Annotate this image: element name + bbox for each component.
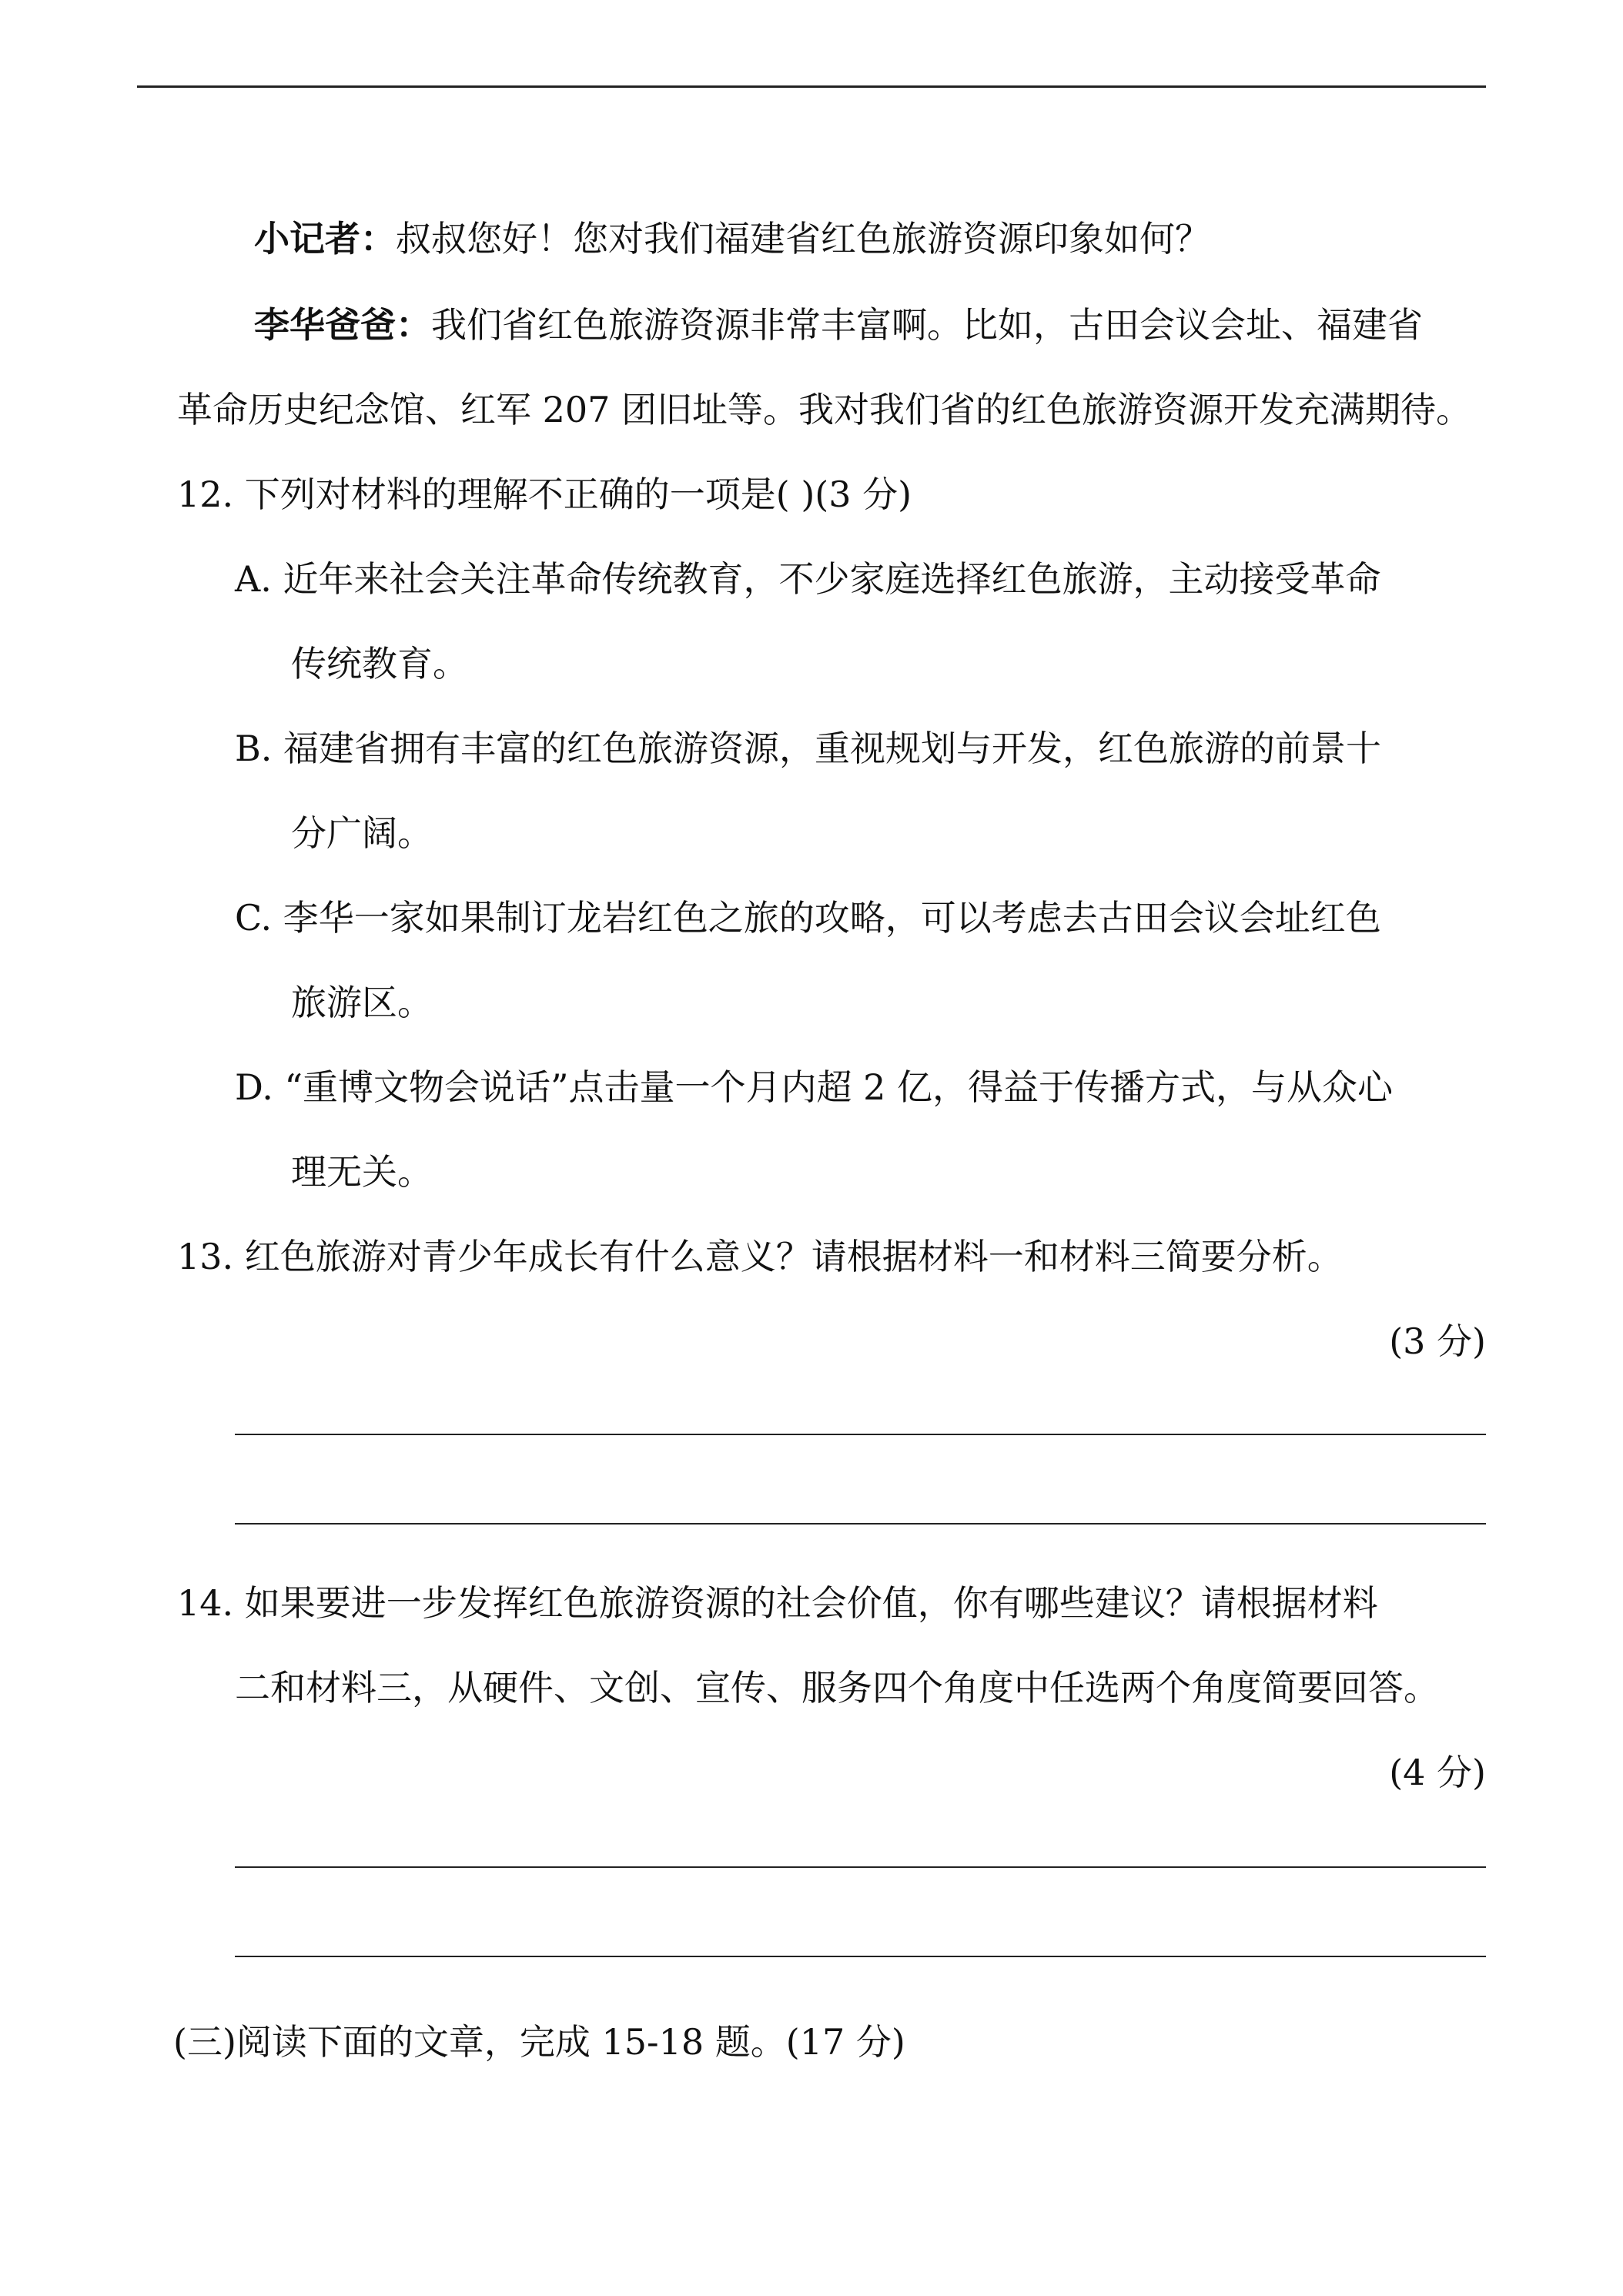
q12-option-b-cont: 分广阔。	[291, 812, 433, 854]
q12-option-d-cont: 理无关。	[291, 1151, 433, 1193]
q14-answer-line-2[interactable]	[235, 1956, 1486, 1957]
q14-answer-line-1[interactable]	[235, 1866, 1486, 1868]
speaker-reporter: 小记者：	[254, 218, 396, 259]
q14-score: (4 分)	[1389, 1752, 1486, 1793]
q12-option-c-cont: 旅游区。	[291, 982, 433, 1023]
q12-option-b: B. 福建省拥有丰富的红色旅游资源，重视规划与开发，红色旅游的前景十	[235, 728, 1382, 769]
q13-score: (3 分)	[1389, 1320, 1486, 1362]
q12-option-d: D. “重博文物会说话”点击量一个月内超 2 亿，得益于传播方式，与从众心	[235, 1066, 1394, 1108]
section3-heading: (三)阅读下面的文章，完成 15-18 题。(17 分)	[173, 2021, 905, 2063]
question-text: 叔叔您好！您对我们福建省红色旅游资源印象如何？	[396, 218, 1210, 259]
q14-stem-line-1: 14. 如果要进一步发挥红色旅游资源的社会价值，你有哪些建议？请根据材料	[177, 1582, 1378, 1624]
q13-stem: 13. 红色旅游对青少年成长有什么意义？请根据材料一和材料三简要分析。	[177, 1236, 1343, 1277]
q13-answer-line-1[interactable]	[235, 1434, 1486, 1435]
q14-stem-line-2: 二和材料三，从硬件、文创、宣传、服务四个角度中任选两个角度简要回答。	[235, 1667, 1439, 1709]
speaker-father: 李华爸爸：	[254, 304, 431, 346]
q12-option-a-cont: 传统教育。	[291, 643, 468, 684]
q13-answer-line-2[interactable]	[235, 1523, 1486, 1525]
q12-stem: 12. 下列对材料的理解不正确的一项是( )(3 分)	[177, 474, 912, 515]
header-rule	[137, 85, 1486, 88]
dialogue-answer-line-1	[254, 302, 1423, 348]
answer-text-1: 我们省红色旅游资源非常丰富啊。比如，古田会议会址、福建省	[431, 304, 1423, 346]
dialogue-question	[254, 216, 1210, 262]
dialogue-answer-line-2: 革命历史纪念馆、红军 207 团旧址等。我对我们省的红色旅游资源开发充满期待。	[177, 389, 1472, 430]
q12-option-a: A. 近年来社会关注革命传统教育，不少家庭选择红色旅游，主动接受革命	[235, 558, 1381, 600]
q12-option-c: C. 李华一家如果制订龙岩红色之旅的攻略，可以考虑去古田会议会址红色	[235, 897, 1381, 939]
